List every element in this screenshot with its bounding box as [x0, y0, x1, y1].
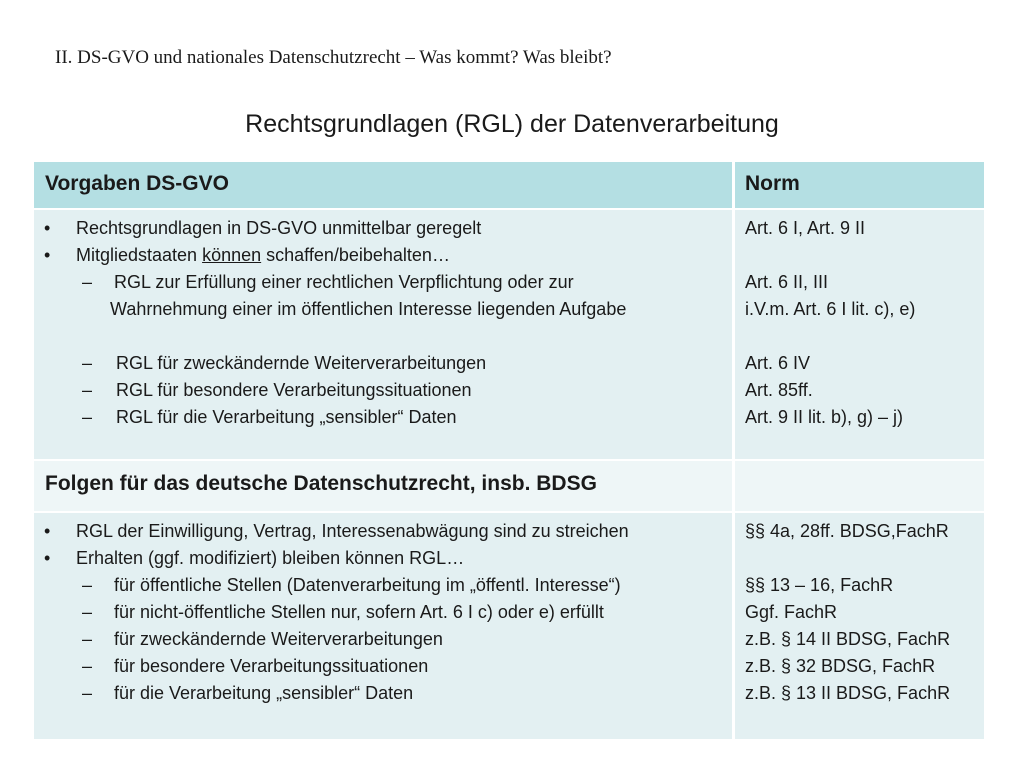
dash-icon: – [82, 380, 93, 400]
dash-icon: – [82, 629, 93, 649]
s2-bullet-1: RGL der Einwilligung, Vertrag, Interessenabwägung sind zu streichen [76, 521, 629, 541]
s1-norm-5: Art. 85ff. [745, 380, 813, 400]
s1-sub-4: RGL für die Verarbeitung „sensibler“ Daten [116, 407, 457, 427]
s2-norm-5: z.B. § 32 BDSG, FachR [745, 656, 936, 676]
s1-sub-3: RGL für besondere Verarbeitungssituationen [116, 380, 472, 400]
dash-icon: – [82, 353, 93, 373]
section2-left-cell [34, 513, 732, 739]
bullet-icon: • [44, 245, 51, 265]
s1-sub-2: RGL für zweckändernde Weiterverarbeitungen [116, 353, 487, 373]
s1-norm-2: Art. 6 II, III [745, 272, 829, 292]
s2-norm-1: §§ 4a, 28ff. BDSG,FachR [745, 521, 949, 541]
subheader-left-cell [34, 461, 732, 511]
s2-sub-1: für öffentliche Stellen (Datenverarbeitung im „öffentl. Interesse“) [114, 575, 621, 595]
bullet-icon: • [44, 548, 51, 568]
s1-norm-6: Art. 9 II lit. b), g) – j) [745, 407, 904, 427]
section1-right-cell [735, 210, 984, 459]
underlined-word: können [202, 245, 262, 265]
dash-icon: – [82, 656, 93, 676]
subheader-right-cell [735, 461, 984, 511]
dash-icon: – [82, 407, 93, 427]
header-cell-vorgaben [34, 162, 732, 208]
s2-norm-3: Ggf. FachR [745, 602, 838, 622]
s2-sub-4: für besondere Verarbeitungssituationen [114, 656, 429, 676]
header-cell-norm [735, 162, 984, 208]
bullet-icon: • [44, 521, 51, 541]
s1-bullet-1: Rechtsgrundlagen in DS-GVO unmittelbar geregelt [76, 218, 482, 238]
header-vorgaben: Vorgaben DS-GVO [45, 172, 229, 195]
bullet-icon: • [44, 218, 51, 238]
dash-icon: – [82, 602, 93, 622]
s1-norm-4: Art. 6 IV [745, 353, 811, 373]
subheader-title: Folgen für das deutsche Datenschutzrecht, insb. BDSG [45, 472, 597, 495]
s2-bullet-2: Erhalten (ggf. modifiziert) bleiben können RGL… [76, 548, 465, 568]
section1-left-cell [34, 210, 732, 459]
s1-sub-1b: Wahrnehmung einer im öffentlichen Interesse liegenden Aufgabe [110, 299, 627, 319]
dash-icon: – [82, 575, 93, 595]
breadcrumb: II. DS-GVO und nationales Datenschutzrecht – Was kommt? Was bleibt? [55, 47, 612, 68]
s1-bullet-2: Mitgliedstaaten können schaffen/beibehalten… [76, 245, 450, 265]
s1-sub-1a: RGL zur Erfüllung einer rechtlichen Verpflichtung oder zur [114, 272, 574, 292]
slide-title: Rechtsgrundlagen (RGL) der Datenverarbeitung [245, 110, 779, 138]
s1-norm-3: i.V.m. Art. 6 I lit. c), e) [745, 299, 916, 319]
s2-sub-5: für die Verarbeitung „sensibler“ Daten [114, 683, 414, 703]
s2-sub-3: für zweckändernde Weiterverarbeitungen [114, 629, 443, 649]
s2-norm-6: z.B. § 13 II BDSG, FachR [745, 683, 951, 703]
s2-norm-4: z.B. § 14 II BDSG, FachR [745, 629, 951, 649]
section2-right-cell [735, 513, 984, 739]
dash-icon: – [82, 272, 93, 292]
dash-icon: – [82, 683, 93, 703]
s1-norm-1: Art. 6 I, Art. 9 II [745, 218, 866, 238]
s2-norm-2: §§ 13 – 16, FachR [745, 575, 894, 595]
header-norm: Norm [745, 172, 800, 195]
s2-sub-2: für nicht-öffentliche Stellen nur, sofern Art. 6 I c) oder e) erfüllt [114, 602, 604, 622]
